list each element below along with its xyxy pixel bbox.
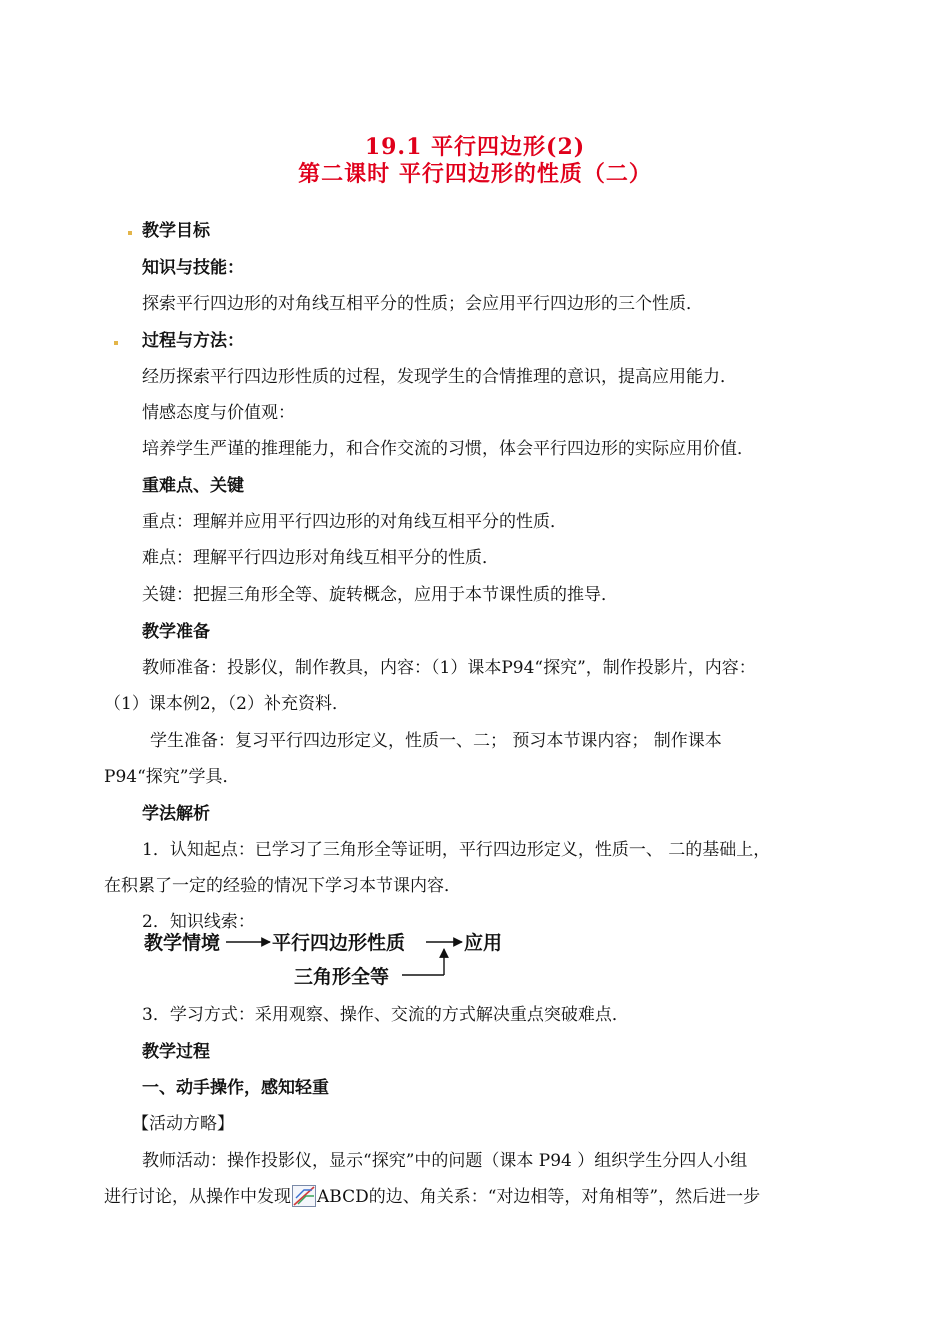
method-item1-line1: 1．认知起点：已学习了三角形全等证明，平行四边形定义，性质一、 二的基础上，	[142, 840, 771, 860]
flow-node-congruence: 三角形全等	[294, 966, 390, 988]
teacher-activity-line1: 教师活动：操作投影仪，显示“探究”中的问题（课本 P94 ）组织学生分四人小组	[142, 1151, 748, 1171]
process-text: 经历探索平行四边形性质的过程，发现学生的合情推理的意识，提高应用能力．	[142, 367, 737, 387]
teacher-activity-line2-end: ABCD的边、角关系：“对边相等，对角相等”，然后进一步	[317, 1187, 761, 1207]
student-prep-line2: P94“探究”学具．	[104, 767, 240, 787]
teacher-activity-line2-start: 进行讨论，从操作中发现	[104, 1187, 291, 1207]
key-points-heading: 重难点、关键	[142, 476, 244, 496]
student-prep-line1: 学生准备：复习平行四边形定义，性质一、二； 预习本节课内容； 制作课本	[150, 731, 722, 751]
lesson-subtitle: 第二课时 平行四边形的性质（二）	[298, 161, 652, 187]
flow-node-situation: 教学情境	[144, 932, 221, 954]
flow-node-application: 应用	[464, 932, 503, 954]
teacher-prep-line2: （1）课本例2，（2）补充资料．	[104, 694, 349, 714]
knowledge-heading: 知识与技能：	[142, 258, 244, 278]
section1-heading: 一、动手操作，感知轻重	[142, 1078, 329, 1098]
preparation-heading: 教学准备	[142, 622, 210, 642]
knowledge-text: 探索平行四边形的对角线互相平分的性质；会应用平行四边形的三个性质．	[142, 294, 703, 314]
method-item1-line2: 在积累了一定的经验的情况下学习本节课内容．	[104, 876, 461, 896]
bullet-marker	[114, 330, 118, 354]
bullet-marker	[128, 220, 132, 244]
activity-label: 【活动方略】	[132, 1114, 234, 1134]
emotion-heading: 情感态度与价值观：	[142, 403, 295, 423]
teacher-prep-line1: 教师准备：投影仪，制作教具，内容：（1）课本P94“探究”，制作投影片，内容：	[142, 658, 756, 678]
parallelogram-icon	[292, 1185, 316, 1207]
process-heading: 过程与方法：	[142, 331, 244, 351]
method-item2: 2．知识线索：	[142, 912, 255, 932]
process-section-heading: 教学过程	[142, 1042, 210, 1062]
difficulty-text: 难点：理解平行四边形对角线互相平分的性质．	[142, 548, 499, 568]
method-heading: 学法解析	[142, 804, 210, 824]
focus-text: 重点：理解并应用平行四边形的对角线互相平分的性质．	[142, 512, 567, 532]
flow-node-property: 平行四边形性质	[272, 932, 406, 954]
objectives-heading: 教学目标	[142, 221, 210, 241]
teacher-activity-line2	[104, 1185, 760, 1209]
knowledge-flow-diagram	[140, 925, 540, 995]
lesson-title: 19.1 平行四边形(2)	[364, 134, 586, 160]
method-item3: 3．学习方式：采用观察、操作、交流的方式解决重点突破难点．	[142, 1005, 629, 1025]
key-text: 关键：把握三角形全等、旋转概念，应用于本节课性质的推导．	[142, 585, 618, 605]
emotion-text: 培养学生严谨的推理能力，和合作交流的习惯，体会平行四边形的实际应用价值．	[142, 439, 754, 459]
